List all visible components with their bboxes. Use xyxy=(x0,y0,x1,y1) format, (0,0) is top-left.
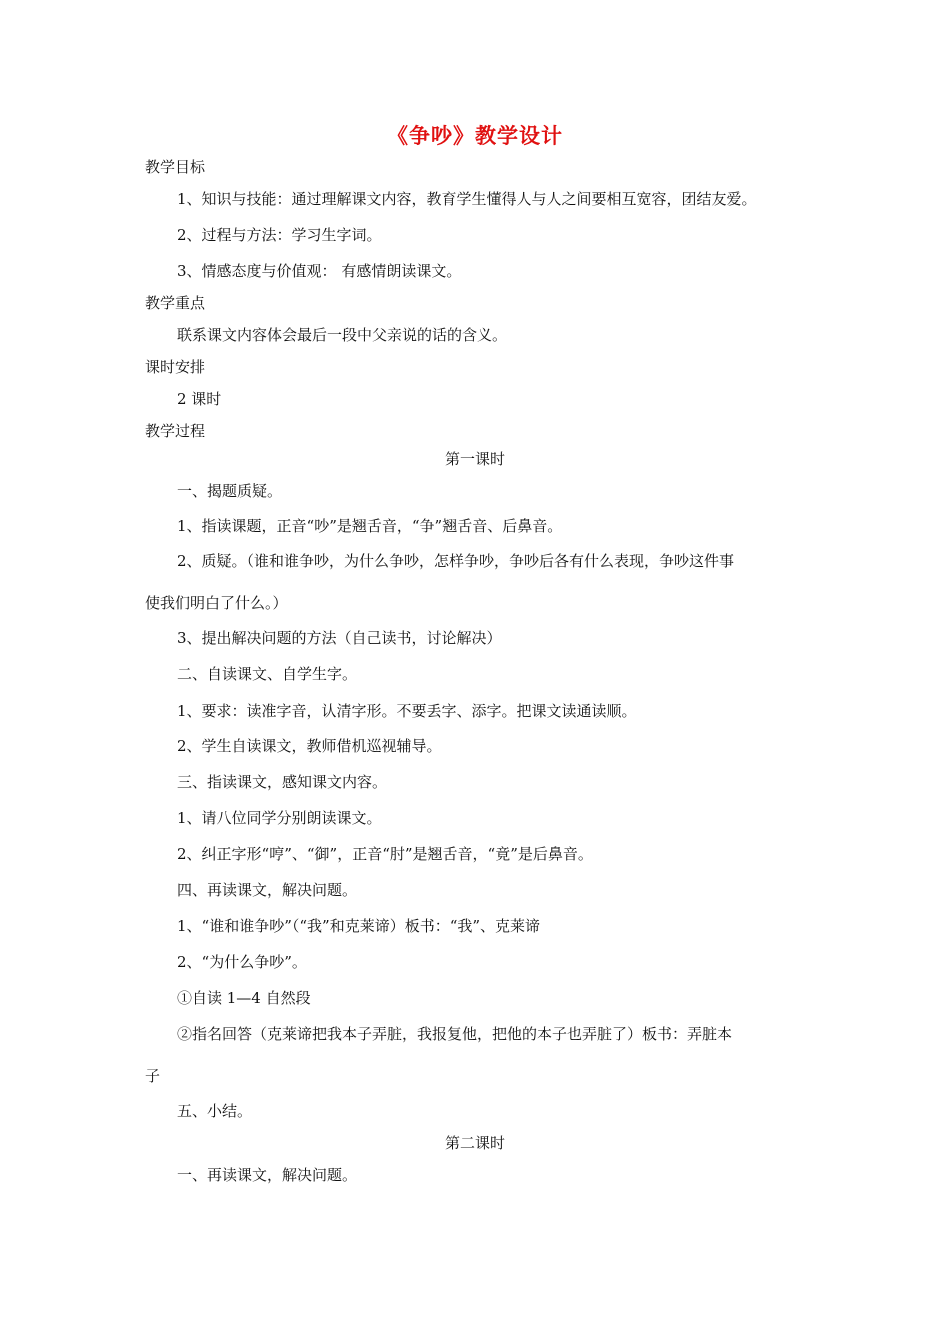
paragraph-line: 1、要求：读准字音，认清字形。不要丢字、添字。把课文读通读顺。 xyxy=(177,702,637,720)
paragraph-line: 2、纠正字形“哼”、“御”，正音“肘”是翘舌音，“竟”是后鼻音。 xyxy=(177,845,593,863)
document-title: 《争吵》教学设计 xyxy=(387,123,563,148)
paragraph-line: ①自读 1—4 自然段 xyxy=(177,989,311,1007)
paragraph-line: 四、再读课文，解决问题。 xyxy=(177,881,358,899)
paragraph-line: 一、再读课文，解决问题。 xyxy=(177,1166,358,1184)
section-heading-objectives: 教学目标 xyxy=(145,158,206,176)
paragraph-line: 3、提出解决问题的方法（自己读书，讨论解决） xyxy=(177,629,502,647)
section-heading-process: 教学过程 xyxy=(145,422,206,440)
paragraph-line: 1、知识与技能：通过理解课文内容，教育学生懂得人与人之间要相互宽容，团结友爱。 xyxy=(177,190,757,208)
paragraph-line: 联系课文内容体会最后一段中父亲说的话的含义。 xyxy=(177,326,508,344)
lesson-heading-first: 第一课时 xyxy=(444,450,505,468)
paragraph-line: ②指名回答（克莱谛把我本子弄脏，我报复他，把他的本子也弄脏了）板书：弄脏本 xyxy=(177,1025,733,1043)
paragraph-line: 一、揭题质疑。 xyxy=(177,482,283,500)
paragraph-line: 1、指读课题，正音“吵”是翘舌音，“争”翘舌音、后鼻音。 xyxy=(177,517,563,535)
section-heading-schedule: 课时安排 xyxy=(145,358,206,376)
paragraph-line: 2 课时 xyxy=(177,390,222,408)
paragraph-line: 2、质疑。（谁和谁争吵，为什么争吵，怎样争吵，争吵后各有什么表现，争吵这件事 xyxy=(177,552,735,570)
paragraph-line: 2、“为什么争吵”。 xyxy=(177,953,307,971)
paragraph-line: 1、“谁和谁争吵”（“我”和克莱谛）板书：“我”、克莱谛 xyxy=(177,917,541,935)
paragraph-line: 3、情感态度与价值观： 有感情朗读课文。 xyxy=(177,262,462,280)
paragraph-line: 2、学生自读课文，教师借机巡视辅导。 xyxy=(177,737,442,755)
section-heading-key-points: 教学重点 xyxy=(145,294,206,312)
paragraph-line: 子 xyxy=(145,1067,161,1085)
paragraph-line: 2、过程与方法：学习生字词。 xyxy=(177,226,382,244)
paragraph-line: 三、指读课文，感知课文内容。 xyxy=(177,773,388,791)
paragraph-line: 五、小结。 xyxy=(177,1102,253,1120)
paragraph-line: 使我们明白了什么。） xyxy=(145,594,288,612)
lesson-heading-second: 第二课时 xyxy=(444,1134,505,1152)
paragraph-line: 1、请八位同学分别朗读课文。 xyxy=(177,809,382,827)
paragraph-line: 二、自读课文、自学生字。 xyxy=(177,665,358,683)
